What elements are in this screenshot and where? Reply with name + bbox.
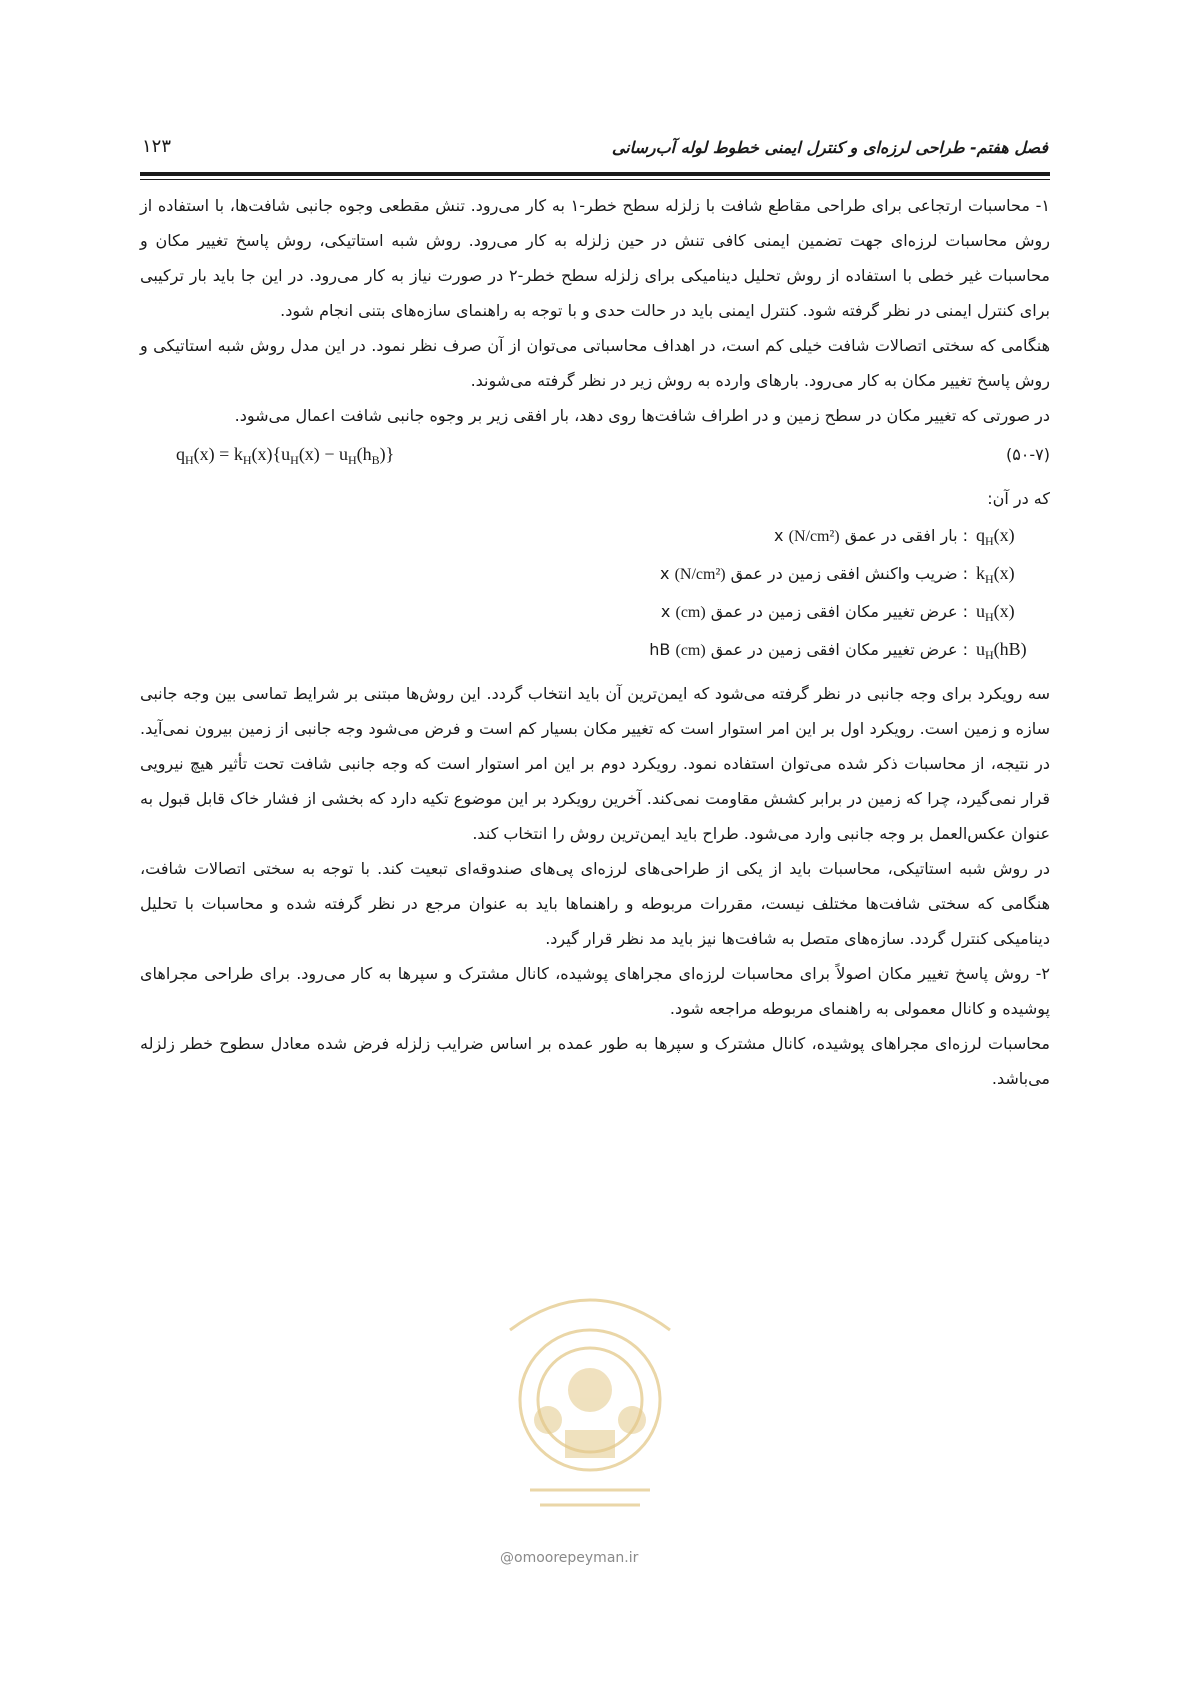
eq-rbrace: } <box>385 444 395 464</box>
eq-equals: = <box>214 444 234 464</box>
paragraph-5: در روش شبه استاتیکی، محاسبات باید از یکی از طراحی‌های لرزه‌ای پی‌های صندوقه‌ای تبعیت کند. با توجه به سختی اتصالات شافت، هنگامی که سختی شافت‌ها مختلف نیست، مقررات مربوطه و راهنماها باید به عنوان مرجع در نظر گرفته شده و محاسبات با تحلیل دینامیکی کنترل گردد. سازه‌های متصل به شافت‌ها نیز باید مد نظر قرار گیرد. <box>140 859 1050 948</box>
eq-arg: (x) <box>193 444 215 464</box>
symbol-description: : عرض تغییر مکان افقی زمین در عمق x (cm) <box>660 602 968 621</box>
item-number-1: ۱- <box>1035 196 1050 215</box>
eq-sub: H <box>185 453 194 467</box>
paragraph-6-text: روش پاسخ تغییر مکان اصولاً برای محاسبات لرزه‌ای مجراهای پوشیده، کانال مشترک و سپرها به کار می‌رود. برای طراحی مجراهای پوشیده و کانال معمولی به راهنمای مربوطه مراجعه شود. <box>140 964 1050 1018</box>
paragraph-3: در صورتی که تغییر مکان در سطح زمین و در اطراف شافت‌ها روی دهد، بار افقی زیر بر وجوه جانبی شافت اعمال می‌شود. <box>234 406 1050 425</box>
chapter-title: فصل هفتم- طراحی لرزه‌ای و کنترل ایمنی خطوط لوله آب‌رسانی <box>611 138 1048 157</box>
eq-k: k <box>233 444 243 464</box>
header-rule-thin <box>140 179 1050 180</box>
header-rule-thick <box>140 172 1050 176</box>
item-number-2: ۲- <box>1035 964 1050 983</box>
symbol-row <box>140 594 1050 632</box>
paragraph-1 <box>140 188 1050 328</box>
watermark-site: @omoorepeyman.ir <box>500 1550 639 1566</box>
symbol-row <box>140 632 1050 670</box>
symbol-description: : عرض تغییر مکان افقی زمین در عمق hB (cm) <box>649 640 968 659</box>
eq-q: q <box>176 444 185 464</box>
paragraph-2: هنگامی که سختی اتصالات شافت خیلی کم است، در اهداف محاسباتی می‌توان از آن صرف نظر نمود. در این مدل روش شبه استاتیکی و روش پاسخ تغییر مکان به کار می‌رود. بارهای وارده به روش زیر در نظر گرفته می‌شوند. <box>140 336 1050 390</box>
symbol-list <box>140 518 1050 670</box>
paragraph-4: سه رویکرد برای وجه جانبی در نظر گرفته می‌شود که ایمن‌ترین آن باید انتخاب گردد. این روش‌ها مبتنی بر شرایط تماسی بین وجه جانبی سازه و زمین است. رویکرد اول بر این امر استوار است که تغییر مکان بسیار کم است و فرض می‌شود وجه جانبی از زمین بیرون نمی‌آید. در نتیجه، از محاسبات ذکر شده می‌توان استفاده نمود. رویکرد دوم بر این امر استوار است که وجه جانبی شافت تحت تأثیر هیچ نیرویی قرار نمی‌گیرد، چرا که زمین در برابر کشش مقاومت نمی‌کند. آخرین رویکرد بر این موضوع تکیه دارد که بخشی از فشار خاک قابل قبول به عنوان عکس‌العمل بر وجه جانبی وارد می‌شود. طراح باید ایمن‌ترین روش را انتخاب کند. <box>140 684 1050 843</box>
eq-arg: (x) <box>251 444 273 464</box>
paragraph-6 <box>140 956 1050 1026</box>
eq-sub: H <box>347 453 357 467</box>
eq-lbrace: { <box>272 444 282 464</box>
page-number: ۱۲۳ <box>142 136 172 157</box>
eq-arg: (x) <box>298 444 320 464</box>
paragraph-1-text: محاسبات ارتجاعی برای طراحی مقاطع شافت با زلزله سطح خطر-۱ به کار می‌رود. تنش مقطعی وجوه جانبی شافت‌ها، با استفاده از روش محاسبات لرزه‌ای جهت تضمین ایمنی کافی تنش در حین زلزله به کار می‌رود. روش شبه استاتیکی، روش پاسخ تغییر مکان و محاسبات غیر خطی با استفاده از روش تحلیل دینامیکی برای زلزله سطح خطر-۲ در صورت نیاز به کار می‌رود. در این جا باید بار ترکیبی برای کنترل ایمنی در نظر گرفته شود. کنترل ایمنی باید در حالت حدی و با توجه به راهنمای سازه‌های بتنی انجام شود. <box>140 196 1050 320</box>
eq-minus: − <box>319 444 339 464</box>
eq-sub-b: B <box>371 453 380 467</box>
symbol-description: : ضریب واکنش افقی زمین در عمق x (N/cm²) <box>660 564 968 583</box>
eq-h: h <box>362 444 372 464</box>
where-label: که در آن: <box>987 489 1050 508</box>
eq-u: u <box>338 444 348 464</box>
symbol: $u_H(x)$ <box>976 601 1015 624</box>
symbol-row <box>140 518 1050 556</box>
equation-50-7 <box>140 437 1050 477</box>
symbol-row <box>140 556 1050 594</box>
paragraph-7: محاسبات لرزه‌ای مجراهای پوشیده، کانال مشترک و سپرها به طور عمده بر اساس ضرایب زلزله فرض شده معادل سطوح خطر زلزله می‌باشد. <box>140 1034 1050 1088</box>
watermark-logo <box>470 1270 710 1540</box>
equation-number: (۵۰-۷) <box>1005 445 1050 464</box>
symbol: $u_H(hB)$ <box>976 639 1027 662</box>
equation-formula: $q_H(x) = k_H(x)\{u_H(x) - u_H(h_B)\}$ <box>176 444 395 467</box>
body-text <box>140 188 1050 1096</box>
eq-u: u <box>281 444 291 464</box>
symbol: $k_H(x)$ <box>976 563 1015 586</box>
eq-sub: H <box>290 453 299 467</box>
eq-sub: H <box>242 453 252 467</box>
symbol: $q_H(x)$ <box>976 525 1015 548</box>
symbol-description: : بار افقی در عمق x (N/cm²) <box>774 526 968 545</box>
